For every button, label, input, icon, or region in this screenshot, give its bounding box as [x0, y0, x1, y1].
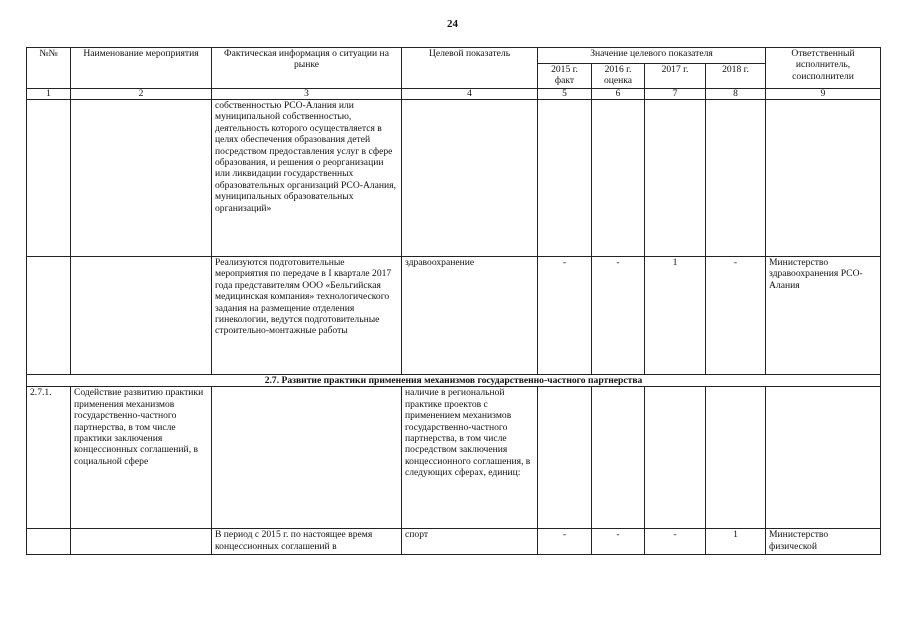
cell-empty: [27, 100, 71, 257]
section-title: 2.7. Развитие практики применения механизмов государственно-частного партнерства: [27, 375, 881, 387]
cell-empty: [27, 529, 71, 555]
header-row-1: [27, 48, 881, 64]
responsible-cell: Министерство физической: [766, 529, 881, 555]
cell-empty: [402, 100, 538, 257]
measure-name: Содействие развитию практики применения механизмов государственно-частного партнерства, в том числе практики заключения концессионных соглашений, в социальной сфере: [71, 387, 212, 529]
value-2016: -: [592, 257, 645, 375]
column-number: 3: [212, 89, 402, 100]
fact-cell: В период с 2015 г. по настоящее время концессионных соглашений в: [212, 529, 402, 555]
column-number: 9: [766, 89, 881, 100]
header-indicator: Целевой показатель: [402, 48, 538, 89]
measures-table: [26, 47, 881, 555]
column-number: 7: [645, 89, 706, 100]
cell-empty: [71, 529, 212, 555]
cell-empty: [766, 387, 881, 529]
responsible-cell: Министерство здравоохранения РСО-Алания: [766, 257, 881, 375]
cell-empty: [71, 100, 212, 257]
cell-empty: [706, 387, 766, 529]
header-responsible: Ответственный исполнитель, соисполнители: [766, 48, 881, 89]
indicator-cell: здравоохранение: [402, 257, 538, 375]
section-row: [27, 375, 881, 387]
column-number: 4: [402, 89, 538, 100]
column-number-row: [27, 89, 881, 100]
header-fact: Фактическая информация о ситуации на рынке: [212, 48, 402, 89]
value-2015: -: [538, 257, 592, 375]
cell-empty: [538, 100, 592, 257]
table-row: [27, 257, 881, 375]
value-2018: -: [706, 257, 766, 375]
cell-empty: [706, 100, 766, 257]
header-2018: 2018 г.: [706, 64, 766, 89]
header-value-group: Значение целевого показателя: [538, 48, 766, 64]
fact-cell: Реализуются подготовительные мероприятия по передаче в I квартале 2017 года представителям ООО «Бельгийская медицинская компания» технологического задания на размещение отделения гинекологии, ведутся подготовительные строительно-монтажные работы: [212, 257, 402, 375]
header-2016: 2016 г. оценка: [592, 64, 645, 89]
cell-empty: [592, 387, 645, 529]
table-row: [27, 387, 881, 529]
header-2015: 2015 г. факт: [538, 64, 592, 89]
indicator-cell: спорт: [402, 529, 538, 555]
page-number: 24: [447, 18, 458, 30]
cell-empty: [212, 387, 402, 529]
column-number: 8: [706, 89, 766, 100]
header-num: №№: [27, 48, 71, 89]
item-number: 2.7.1.: [27, 387, 71, 529]
header-name: Наименование мероприятия: [71, 48, 212, 89]
cell-empty: [766, 100, 881, 257]
value-2017: 1: [645, 257, 706, 375]
fact-cell: собственностью РСО-Алания или муниципальной собственностью, деятельность которого осуществляется в целях обеспечения образования детей посредством предоставления услуг в сфере образования, и решения о реорганизации или ликвидации государственных образовательных организаций РСО-Алания, муниципальных образовательных организаций»: [212, 100, 402, 257]
column-number: 6: [592, 89, 645, 100]
table-row: [27, 529, 881, 555]
value-2017: -: [645, 529, 706, 555]
cell-empty: [538, 387, 592, 529]
cell-empty: [645, 100, 706, 257]
column-number: 2: [71, 89, 212, 100]
column-number: 5: [538, 89, 592, 100]
value-2018: 1: [706, 529, 766, 555]
value-2015: -: [538, 529, 592, 555]
indicator-cell: наличие в региональной практике проектов с применением механизмов государственно-частного партнерства, в том числе посредством заключения концессионного соглашения, в следующих сферах, единиц:: [402, 387, 538, 529]
column-number: 1: [27, 89, 71, 100]
table-row: [27, 100, 881, 257]
cell-empty: [592, 100, 645, 257]
header-2017: 2017 г.: [645, 64, 706, 89]
cell-empty: [71, 257, 212, 375]
value-2016: -: [592, 529, 645, 555]
cell-empty: [645, 387, 706, 529]
cell-empty: [27, 257, 71, 375]
